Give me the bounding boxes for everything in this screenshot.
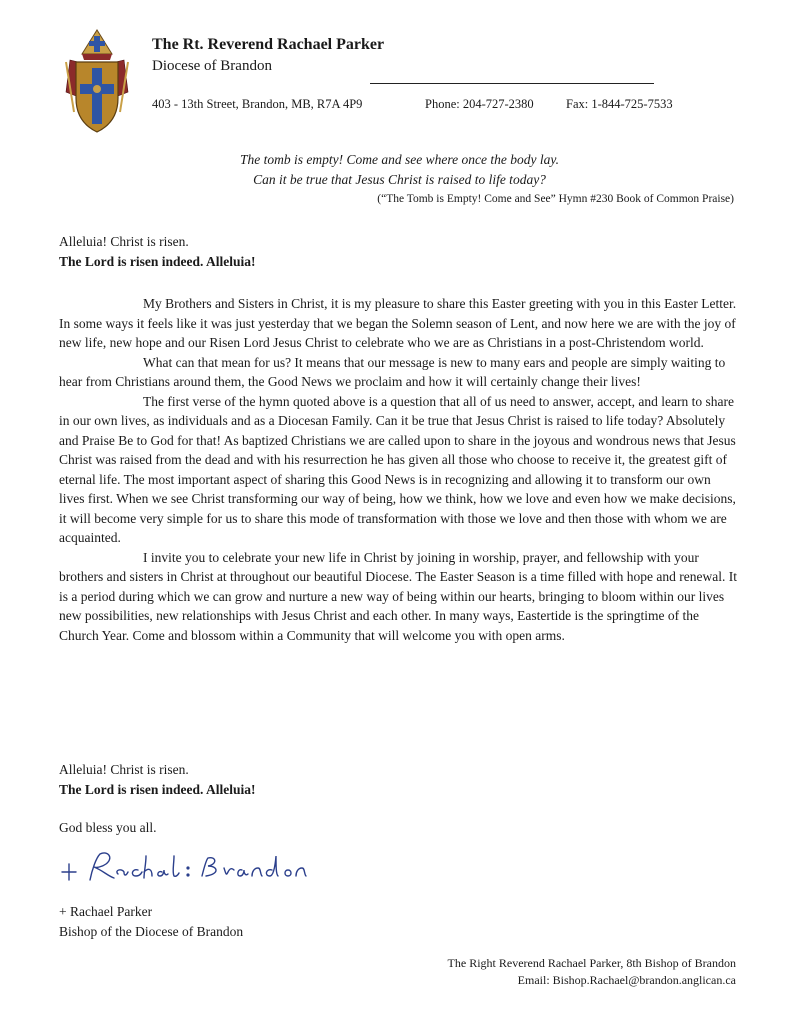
signer-title: Bishop of the Diocese of Brandon <box>59 923 244 939</box>
paragraph: The first verse of the hymn quoted above is a question that all of us need to answer, accept, and learn to share in our own lives, as individuals and as a Diocesan Family. Can it be true that Jesus Christ is raised to life today? Absolutely and Praise Be to God for that! As baptized Christians we are called upon to share in the joyous and wondrous news that Jesus Christ was raised from the dead and with his resurrection he has given all those who choose to receive it, the greatest gift of eternal life. The most important aspect of sharing this Good News is in recognizing and allowing it to transform our own lives first. When we see Christ transforming our way of being, how we think, how we love and even how we make decisions, it will become very simple for us to share this mode of transformation with those we love and then those with whom we are acquainted. <box>59 393 736 545</box>
fax-number: Fax: 1-844-725-7533 <box>566 97 673 111</box>
letter-body <box>59 294 739 645</box>
handwritten-signature <box>56 842 316 890</box>
closing-line-2: The Lord is risen indeed. Alleluia! <box>59 781 256 797</box>
paragraph: My Brothers and Sisters in Christ, it is my pleasure to share this Easter greeting with you in this Easter Letter. In some ways it feels like it was just yesterday that we began the Solemn season of Lent, and now here we are with the joy of new life, new hope and our Risen Lord Jesus Christ to celebrate who we are as Christians in a post-Christendom world. <box>59 296 737 350</box>
closing-greeting <box>59 760 739 799</box>
hymn-quote-line-1 <box>0 152 799 168</box>
hymn-quote-line-2 <box>0 172 799 188</box>
opening-greeting <box>59 232 739 271</box>
greeting-line-1: Alleluia! Christ is risen. <box>59 234 189 249</box>
paragraph: I invite you to celebrate your new life in Christ by joining in worship, prayer, and fellowship with your brothers and sisters in Christ at throughout our beautiful Diocese. The Easter Season is a time filled with hope and renewal. It is a period during which we can grow and nurture a new way of being within our hearts, bringing to bloom within our lives new possibilities, new relationships with Jesus Christ and each other. In many ways, Eastertide is the springtime of the Church Year. Come and blossom within a Community that will welcome you with open arms. <box>59 549 737 643</box>
paragraph: What can that mean for us? It means that our message is new to many ears and people are simply waiting to hear from Christians around them, the Good News we proclaim and how it will certainly change their lives! <box>59 354 726 389</box>
hymn-citation: (“The Tomb is Empty! Come and See” Hymn #230 Book of Common Praise) <box>377 193 734 205</box>
footer-email[interactable]: Email: Bishop.Rachael@brandon.anglican.ca <box>517 973 736 987</box>
header-divider <box>370 83 654 84</box>
diocese-name: Diocese of Brandon <box>152 58 272 74</box>
diocese-crest-icon <box>60 26 134 136</box>
closing-line-1: Alleluia! Christ is risen. <box>59 762 189 777</box>
blessing: God bless you all. <box>59 820 157 835</box>
phone-number: Phone: 204-727-2380 <box>425 97 534 111</box>
greeting-line-2: The Lord is risen indeed. Alleluia! <box>59 253 256 269</box>
signer-block <box>59 902 243 941</box>
signer-name: + Rachael Parker <box>59 904 153 919</box>
hymn-quote-text-1: The tomb is empty! Come and see where once the body lay. <box>240 152 559 167</box>
footer <box>448 955 736 989</box>
footer-line-1: The Right Reverend Rachael Parker, 8th Bishop of Brandon <box>447 956 736 970</box>
bishop-name-heading: The Rt. Reverend Rachael Parker <box>152 36 385 53</box>
hymn-quote-text-2: Can it be true that Jesus Christ is raised to life today? <box>253 172 546 187</box>
address: 403 - 13th Street, Brandon, MB, R7A 4P9 <box>152 97 363 111</box>
